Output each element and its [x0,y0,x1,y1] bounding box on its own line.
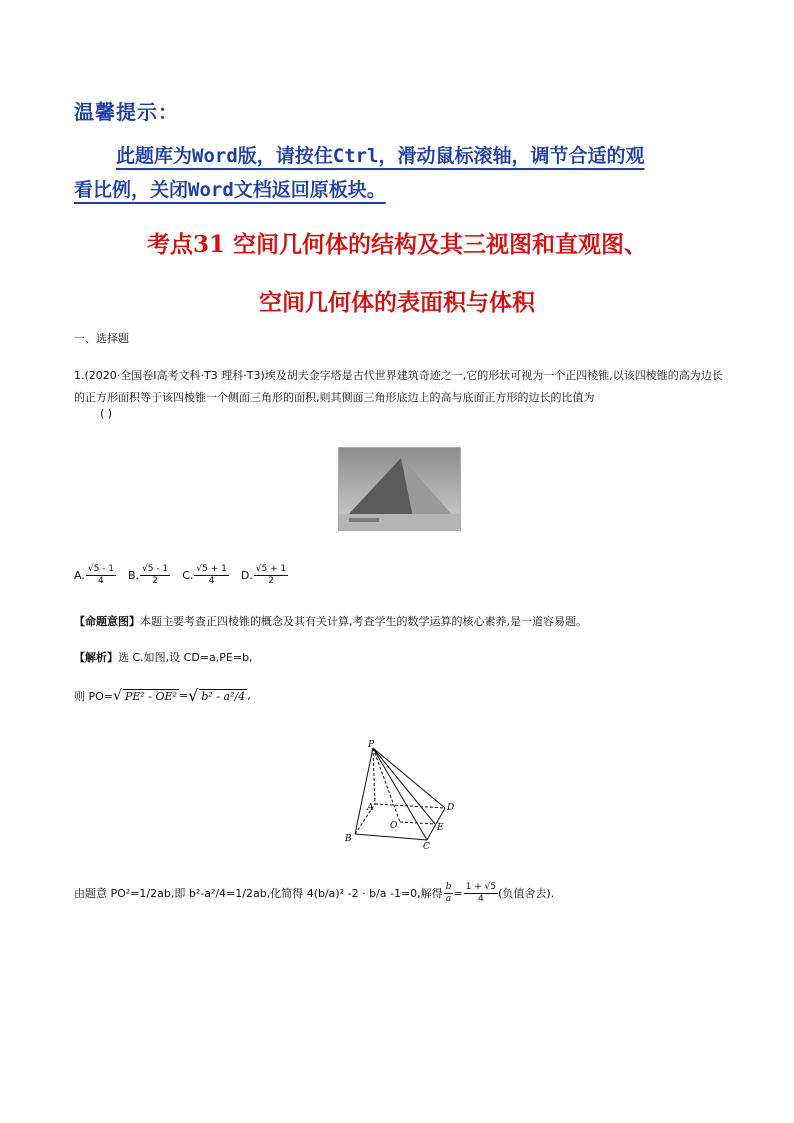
pyramid-photo-image [339,448,460,530]
pyramid-photo [338,447,461,531]
question-text: 1.(2020·全国卷Ⅰ高考文科·T3 理科·T3)埃及胡夫金字塔是古代世界建筑奇迹之一,它的形状可视为一个正四棱锥,以该四棱锥的高为边长的正方形面积等于该四棱锥一个侧面三角形的面积,则其侧面三角形底边上的高与底面正方形的边长的比值为 [74,369,723,404]
final-text-3: = [226,886,236,900]
final-frac-5 [464,881,498,905]
heading-line-2: 空间几何体的表面积与体积 [259,289,535,316]
option-letter: B. [127,568,140,582]
option-a[interactable] [74,563,116,587]
final-frac-5-num: 1 + √5 [465,882,497,892]
label-d: D [447,803,455,813]
option-denominator: 2 [268,576,274,586]
option-numerator: √5 + 1 [196,564,227,574]
label-c: C [423,842,430,850]
intent-text: 本题主要考查正四棱锥的概念及其有关计算,考查学生的数学运算的核心素养,是一道容易题。 [140,615,587,628]
final-frac-5-den: 4 [478,894,484,904]
option-d[interactable] [241,563,288,587]
edge-bc [355,834,427,840]
option-letter: A. [74,568,85,582]
final-frac-1: 1/2 [139,886,158,900]
sqrt-icon: √ [188,686,199,705]
final-text-4: ab,化简得 4(b/a)² -2 · b/a -1=0,解得 [252,887,443,900]
tip-title: 温馨提示： [74,100,179,124]
analysis-label: 【解析】 [74,651,118,664]
final-frac-4-den: a [445,894,452,904]
option-denominator: 4 [208,576,215,586]
option-letter: D. [240,568,253,582]
option-numerator: √5 - 1 [87,564,114,574]
edge-pe [373,748,435,824]
analysis-paragraph [74,649,253,665]
heading-line-1: 考点31 空间几何体的结构及其三视图和直观图、 [146,231,647,258]
label-b: B [345,834,352,844]
intent-label: 【命题意图】 [74,615,140,628]
final-text-1: 由题意 PO²= [74,887,140,900]
po-expr-2: b² - a²/4 [201,689,246,703]
pyramid-diagram [335,740,465,850]
final-formula-line [74,881,554,905]
po-equals: = [178,689,189,702]
final-text-6: (负值舍去). [498,887,555,900]
edge-ad [375,804,445,808]
sqrt-icon: √ [113,687,122,704]
intent-paragraph [74,613,587,629]
answer-paren: ( ) [100,407,113,420]
option-numerator: √5 + 1 [255,564,287,574]
label-p: P [368,740,375,750]
analysis-text: 选 C.如图,设 CD=a,PE=b, [118,651,253,664]
option-numerator: √5 - 1 [142,564,169,574]
po-prefix: 则 PO= [74,689,114,703]
po-formula-line [74,686,251,705]
final-text-2: ab,即 b²- [157,887,205,900]
edge-pc [373,748,427,840]
label-a: A [367,803,374,813]
po-expr-1: PE² - OE² [124,689,177,703]
final-text-5: = [453,886,463,900]
final-frac-4-num: b [445,882,452,892]
tip-line-1: 此题库为Word版，请按住Ctrl，滑动鼠标滚轴，调节合适的观 [116,145,645,167]
po-end: , [247,689,251,702]
final-frac-3: 1/2 [235,886,253,900]
option-b[interactable] [128,563,170,587]
section-title: 一、选择题 [74,332,129,345]
option-letter: C. [182,568,194,582]
label-e: E [437,823,444,833]
tip-line-2: 看比例，关闭Word文档返回原板块。 [74,179,386,201]
tip-body [74,139,724,207]
option-c[interactable] [182,563,229,587]
edge-pa [373,748,375,804]
final-frac-4 [444,881,454,905]
final-frac-2: a²/4 [204,886,227,900]
label-o: O [390,821,398,831]
option-denominator: 4 [98,576,104,586]
answer-options [74,563,288,587]
option-denominator: 2 [152,576,158,586]
